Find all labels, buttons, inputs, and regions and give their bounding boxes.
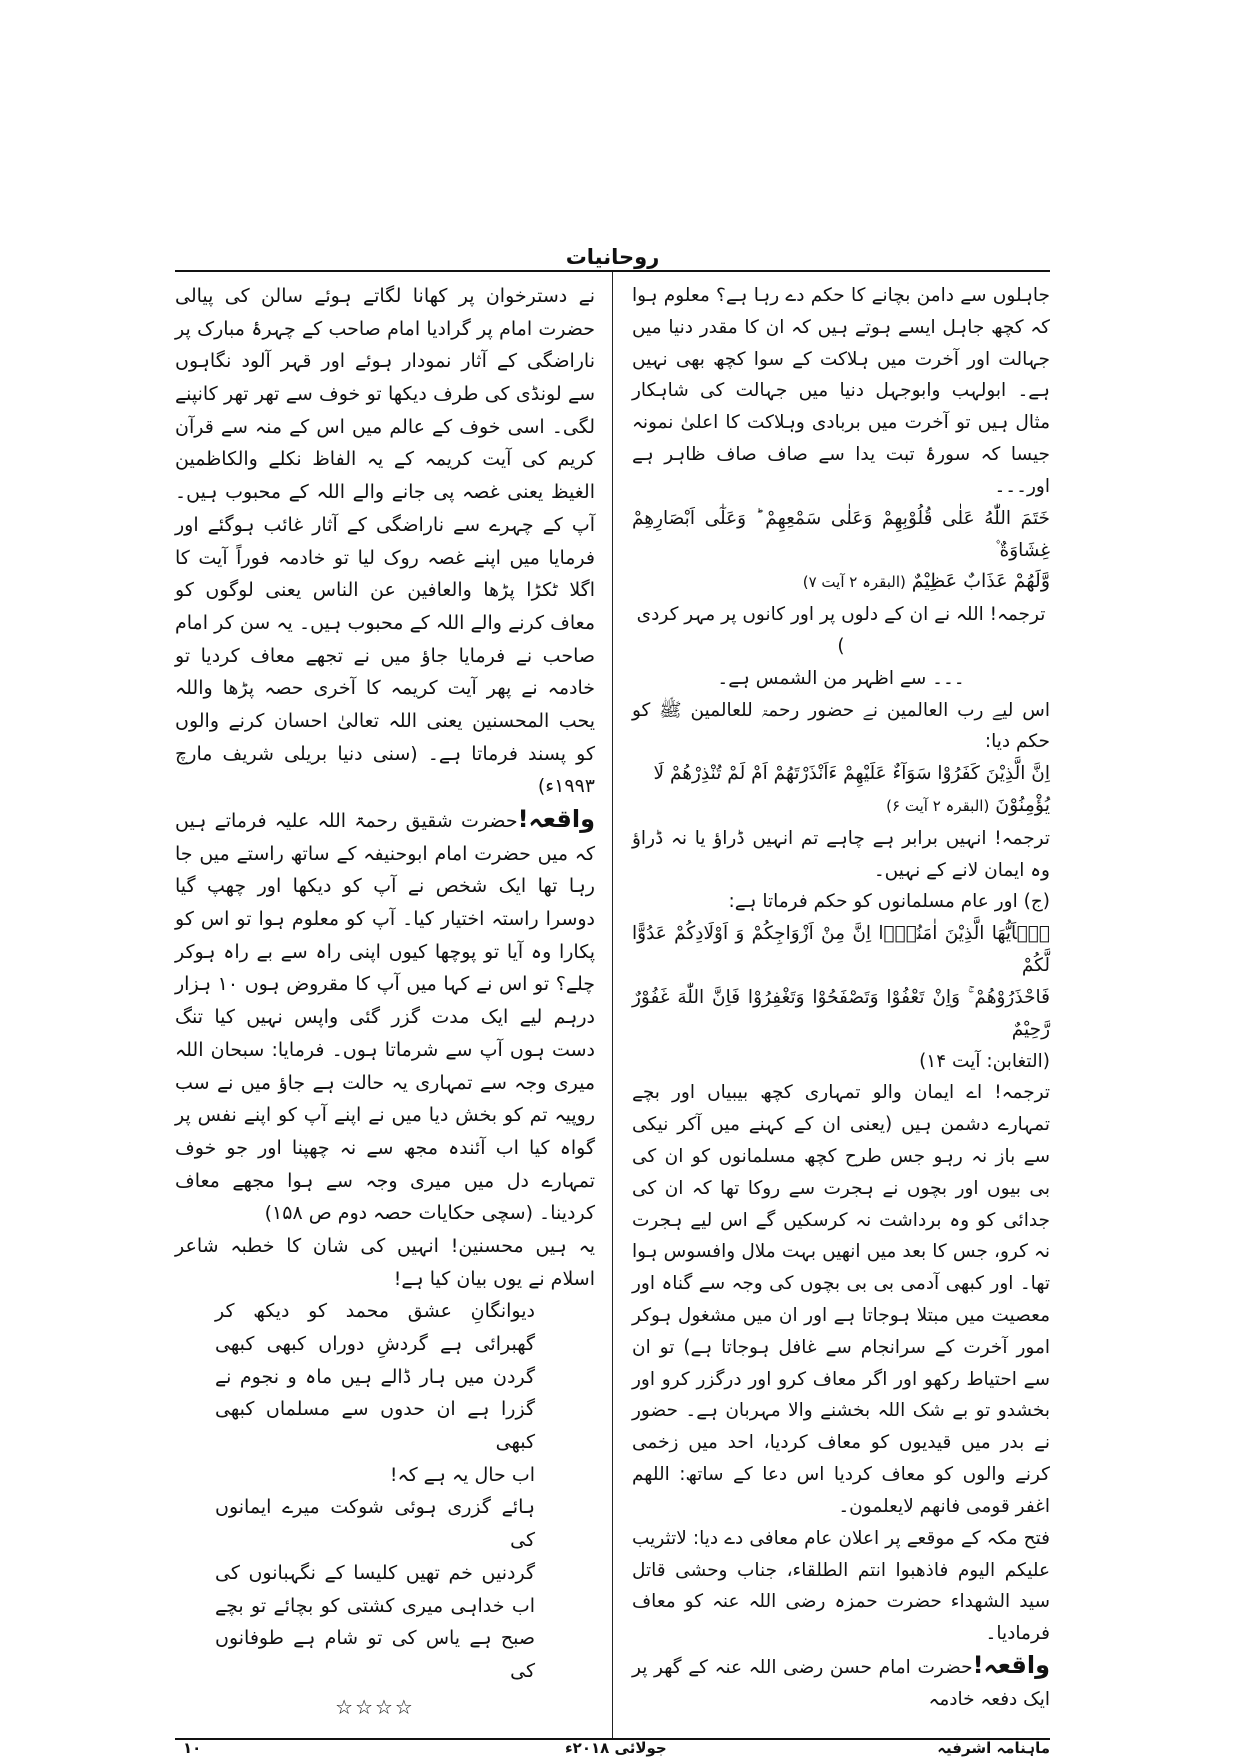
poem — [215, 1295, 535, 1723]
quran-verse: فَاحْذَرُوْهُمْ ۚ وَاِنْ تَعْفُوْا وَتَصْفَحُوْا وَتَغْفِرُوْا فَاِنَّ اللّٰهَ غَفُوْرٌ رَّحِيْمٌ — [632, 986, 1050, 1040]
quran-verse-text: يُؤْمِنُوْنَ — [995, 794, 1050, 816]
quran-verse: خَتَمَ اللّٰهُ عَلٰى قُلُوْبِهِمْ وَعَلٰى سَمْعِهِمْ ؕ وَعَلٰٓى اَبْصَارِهِمْ غِشَاوَةٌ ۫ — [632, 507, 1050, 561]
paragraph-text: حضرت امام حسن رضی اللہ عنہ کے گھر پر ایک دفعہ خادمہ — [632, 1656, 1050, 1710]
left-column — [175, 280, 595, 1724]
quran-verse: يٰۤاَيُّهَا الَّذِيْنَ اٰمَنُوْۤا اِنَّ مِنْ اَزْوَاجِكُمْ وَ اَوْلَادِكُمْ عَدُوًّا لَّكُمْ — [632, 923, 1050, 977]
poem-verse: دیوانگانِ عشق محمد کو دیکھ کر — [215, 1300, 535, 1323]
paragraph: نے دسترخوان پر کھانا لگاتے ہوئے سالن کی پیالی حضرت امام پر گرادیا امام صاحب کے چہرۂ مبارک پر ناراضگی کے آثار نمودار ہوئے اور قہر آلود نگاہوں سے لونڈی کی طرف دیکھا تو خوف سے تھر تھر کانپنے لگی۔ اسی خوف کے عالم میں اس کے منہ سے قرآن کریم کی آیت کریمہ کے یہ الفاظ نکلے والکاظمین الغیظ یعنی غصہ پی جانے والے اللہ کے محبوب ہیں۔ آپ کے چہرے سے ناراضگی کے آثار غائب ہوگئے اور فرمایا میں اپنے غصہ روک لیا تو خادمہ فوراً آیت کا اگلا ٹکڑا پڑھا والعافین عن الناس یعنی لوگوں کو معاف کرنے والے اللہ کے محبوب ہیں۔ یہ سن کر امام صاحب نے فرمایا جاؤ میں نے تجھے معاف کردیا تو خادمہ نے پھر آیت کریمہ کا آخری حصہ پڑھا واللہ یحب المحسنین یعنی اللہ تعالیٰ احسان کرنے والوں کو پسند فرماتا ہے۔ (سنی دنیا بریلی شریف مارچ ۱۹۹۳ء) — [175, 285, 595, 798]
paragraph-text: حضرت شقیق رحمۃ اللہ علیہ فرماتے ہیں کہ میں حضرت امام ابوحنیفہ کے ساتھ راستے میں جا رہا تھا ایک شخص نے آپ کو دیکھا اور چھپ گیا دوسرا راستہ اختیار کیا۔ آپ کو معلوم ہوا تو اس کو پکارا وہ آیا تو پوچھا کیوں اپنی راہ سے بے راہ ہوکر چلے؟ تو اس نے کہا میں آپ کا مقروض ہوں ۱۰ ہزار درہم لیے ایک مدت گزر گئی واپس نہیں کیا تنگ دست ہوں آپ سے شرماتا ہوں۔ فرمایا: سبحان اللہ میری وجہ سے تمہاری یہ حالت ہے جاؤ میں نے سب روپیہ تم کو بخش دیا میں نے اپنے آپ کو اپنے نفس پر گواہ کیا اب آئندہ مجھ سے نہ چھپنا اور جو خوف تمہارے دل میں میری وجہ سے ہوا مجھے معاف کردینا۔ (سچی حکایات حصہ دوم ص ۱۵۸) — [175, 810, 595, 1225]
verse-reference: (التغابن: آیت ۱۴) — [919, 1050, 1050, 1072]
phrase: ۔۔۔ سے اظہر من الشمس ہے۔ — [717, 667, 965, 689]
stars-ornament: ☆☆☆☆ — [335, 1694, 415, 1719]
paragraph: فتح مکہ کے موقعے پر اعلان عام معافی دے دیا: لاتثریب علیکم الیوم فاذھبوا انتم الطلقاء، جناب وحشی قاتل سید الشھداء حضرت حمزہ رضی اللہ عنہ کو معاف فرمادیا۔ — [632, 1527, 1050, 1645]
poem-interlude: اب حال یہ ہے کہ! — [389, 1463, 535, 1486]
poem-verse: گردن میں ہار ڈالے ہیں ماہ و نجوم نے — [215, 1365, 535, 1388]
paragraph: اس لیے رب العالمین نے حضور رحمۃ للعالمین ﷺ کو حکم دیا: — [632, 699, 1050, 753]
column-divider — [612, 272, 613, 1738]
translation: ترجمہ! اے ایمان والو تمہاری کچھ بیبیاں اور بچے تمہارے دشمن ہیں (یعنی ان کے کہنے میں آکر نیکی سے باز نہ رہو جس طرح کچھ مسلمانوں کو ان کی بی بیوں اور بچوں نے ہجرت سے روکا تھا کہ ان کی جدائی کو وہ برداشت نہ کرسکیں گے اس لیے ہجرت نہ کرو، جس کا بعد میں انھیں بہت ملال وافسوس ہوا تھا۔ اور کبھی آدمی بی بی بچوں کی وجہ سے گناہ اور معصیت میں مبتلا ہوجاتا ہے اور ان میں مشغول ہوکر امور آخرت کے سرانجام سے غافل ہوجاتا ہے) تو ان سے احتیاط رکھو اور اگر معاف کرو اور درگزر کرو اور بخشدو تو بے شک اللہ بخشنے والا مہربان ہے۔ حضور نے بدر میں قیدیوں کو معاف کردیا، احد میں زخمی کرنے والوں کو معاف کردیا اس دعا کے ساتھ: اللھم اغفر قومی فانھم لایعلمون۔ — [632, 1082, 1050, 1517]
quran-verse-text: وَّلَهُمْ عَذَابٌ عَظِيْمٌ — [911, 570, 1050, 593]
translation: ترجمہ! انہیں برابر ہے چاہے تم انہیں ڈراؤ یا نہ ڈراؤ وہ ایمان لانے کے نہیں۔ — [632, 827, 1050, 881]
poem-verse: گھبرائی ہے گردشِ دوراں کبھی کبھی — [215, 1333, 535, 1355]
waqia-label: واقعہ! — [972, 1650, 1050, 1679]
quran-verse-continued — [632, 790, 1050, 823]
verse-reference: (البقرہ ۲ آیت ۶) — [886, 797, 990, 815]
anecdote-paragraph — [632, 1650, 1050, 1716]
quran-verse-continued — [632, 566, 1050, 599]
paragraph: جاہلوں سے دامن بچانے کا حکم دے رہا ہے؟ معلوم ہوا کہ کچھ جاہل ایسے ہوتے ہیں کہ ان کا مقدر دنیا میں جہالت اور آخرت میں ہلاکت کے سوا کچھ بھی نہیں ہے۔ ابولہب وابوجہل دنیا میں جہالت کی شاہکار مثال ہیں تو آخرت میں بربادی وہلاکت کا اعلیٰ نمونہ جیسا کہ سورۂ تبت یدا سے صاف صاف ظاہر ہے اور۔۔۔ — [632, 285, 1050, 497]
issue-date: جولائی ۲۰۱۸ء — [565, 1739, 667, 1757]
section-title: روحانیات — [565, 245, 660, 269]
paragraph: (ج) اور عام مسلمانوں کو حکم فرماتا ہے: — [728, 891, 1050, 913]
waqia-label: واقعہ! — [517, 805, 595, 833]
magazine-name: ماہنامہ اشرفیہ — [937, 1739, 1050, 1757]
right-column — [632, 280, 1050, 1716]
page-footer — [175, 1739, 1050, 1757]
paragraph: یہ ہیں محسنین! انہیں کی شان کا خطبہ شاعر اسلام نے یوں بیان کیا ہے! — [175, 1234, 595, 1290]
page-number: ۱۰ — [183, 1739, 202, 1757]
quran-verse: اِنَّ الَّذِيْنَ كَفَرُوْا سَوَآءٌ عَلَيْهِمْ ءَاَنْذَرْتَهُمْ اَمْ لَمْ تُنْذِرْهُمْ لَا — [653, 763, 1050, 785]
anecdote-paragraph — [175, 803, 595, 1230]
translation: ترجمہ! اللہ نے ان کے دلوں پر اور کانوں پر مہر کردی ) — [636, 604, 1046, 657]
poem-verse: گزرا ہے ان حدوں سے مسلماں کبھی کبھی — [215, 1398, 535, 1454]
poem-verse: گردنیں خم تھیں کلیسا کے نگہبانوں کی — [215, 1561, 535, 1584]
poem-verse: ہائے گزری ہوئی شوکت میرے ایمانوں کی — [215, 1496, 535, 1552]
poem-verse: اب خداہی میری کشتی کو بچائے تو بچے — [215, 1594, 535, 1617]
verse-reference: (البقرہ ۲ آیت ۷) — [802, 573, 906, 592]
poem-verse: صبح ہے یاس کی تو شام ہے طوفانوں کی — [215, 1627, 535, 1682]
